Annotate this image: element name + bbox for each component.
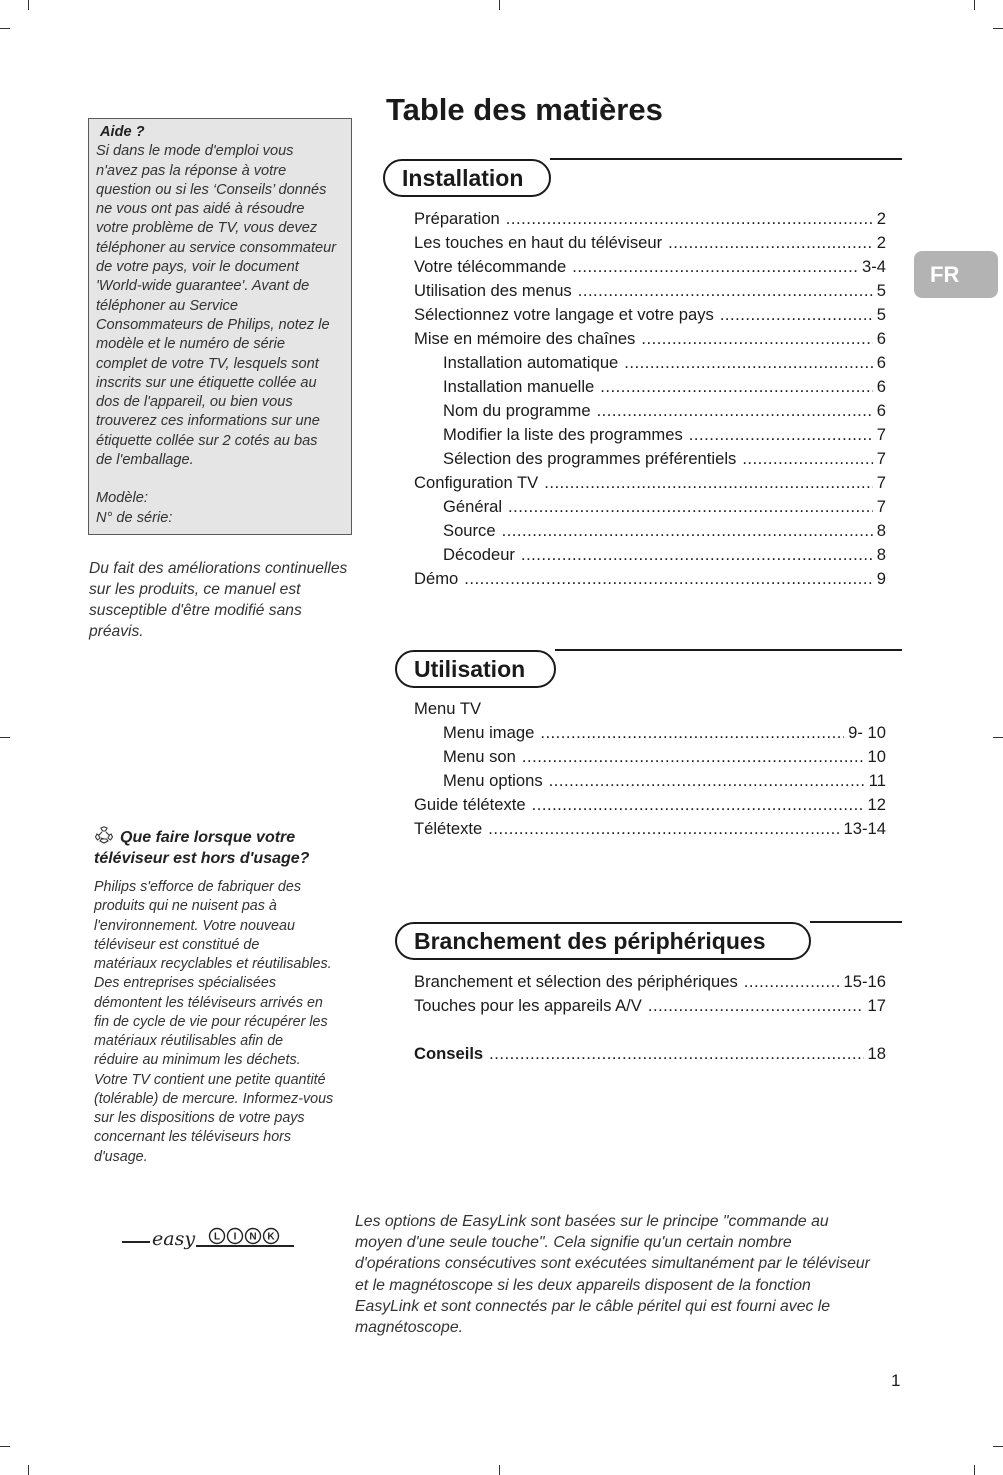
text-line: votre problème de TV, vous devez xyxy=(96,220,318,237)
crop-mark xyxy=(974,1465,975,1475)
crop-mark xyxy=(499,0,500,10)
toc-entry-label: Mise en mémoire des chaînes xyxy=(414,329,636,348)
toc-entry-page: 2 xyxy=(876,233,886,252)
toc-entry[interactable] xyxy=(414,567,886,591)
help-text xyxy=(96,142,345,470)
toc-entry[interactable] xyxy=(414,543,886,567)
toc-entry-page: 7 xyxy=(876,497,886,516)
toc-leader-dots xyxy=(521,543,873,567)
toc-leader-dots xyxy=(720,303,873,327)
toc-entry[interactable] xyxy=(414,994,886,1018)
toc-entry[interactable] xyxy=(414,255,886,279)
toc-entry-page: 17 xyxy=(867,996,886,1015)
text-line: n'avez pas la réponse à votre xyxy=(96,162,287,179)
toc-entry-label: Sélection des programmes préférentiels xyxy=(443,449,737,468)
toc-installation xyxy=(414,207,886,591)
toc-entry-label: Télétexte xyxy=(414,819,483,838)
text-line: magnétoscope. xyxy=(355,1319,464,1337)
text-line: Des entreprises spécialisées xyxy=(94,975,276,992)
text-line: Votre TV contient une petite quantité xyxy=(94,1071,326,1088)
toc-entry-label: Préparation xyxy=(414,209,500,228)
toc-leader-dots xyxy=(522,745,864,769)
toc-entry-label: Guide télétexte xyxy=(414,795,526,814)
toc-entry[interactable] xyxy=(414,399,886,423)
toc-entry-page: 9- 10 xyxy=(848,723,886,742)
text-line: d'usage. xyxy=(94,1148,148,1165)
toc-entry-label: Menu options xyxy=(443,771,543,790)
help-heading: Aide ? xyxy=(100,124,145,140)
toc-entry[interactable] xyxy=(414,697,886,721)
text-line: téléviseur est constitué de xyxy=(94,936,260,953)
logo-letter: I xyxy=(233,1231,237,1243)
recycle-icon xyxy=(94,826,114,844)
toc-entry[interactable] xyxy=(414,721,886,745)
toc-entry-label: Modifier la liste des programmes xyxy=(443,425,683,444)
toc-entry-page: 7 xyxy=(876,449,886,468)
text-line: sur les produits, ce manuel est xyxy=(89,581,301,598)
text-line: 'World-wide guarantee'. Avant de xyxy=(96,278,310,295)
help-box xyxy=(88,118,352,535)
text-line: moyen d'une seule touche". Cela signifie qu'un certain nombre xyxy=(355,1234,792,1252)
update-notice xyxy=(89,558,359,642)
text-line: et le magnétoscope si les deux appareils disposent de la fonction xyxy=(355,1276,811,1294)
text-line: réduire au minimum les déchets. xyxy=(94,1052,301,1069)
toc-leader-dots xyxy=(488,817,839,841)
toc-leader-dots xyxy=(506,207,873,231)
toc-entry[interactable] xyxy=(414,279,886,303)
toc-entry-page: 15-16 xyxy=(843,972,886,991)
text-line: (tolérable) de mercure. Informez-vous xyxy=(94,1090,334,1107)
text-line: étiquette collée sur 2 cotés au bas xyxy=(96,432,318,449)
easylink-description xyxy=(355,1211,895,1338)
toc-leader-dots xyxy=(597,399,873,423)
toc-entry-label: Décodeur xyxy=(443,545,515,564)
crop-mark xyxy=(0,28,10,29)
serial-label: N° de série: xyxy=(96,509,173,526)
toc-entry-label: Les touches en haut du téléviseur xyxy=(414,233,663,252)
toc-entry[interactable] xyxy=(414,303,886,327)
toc-leader-dots xyxy=(668,231,873,255)
toc-entry-page: 6 xyxy=(876,401,886,420)
toc-entry-page: 6 xyxy=(876,353,886,372)
toc-entry-page: 13-14 xyxy=(843,819,886,838)
model-label: Modèle: xyxy=(96,490,148,507)
toc-entry-page: 3-4 xyxy=(862,257,886,276)
toc-entry[interactable] xyxy=(414,769,886,793)
toc-entry-page: 6 xyxy=(876,377,886,396)
page-number: 1 xyxy=(891,1371,901,1390)
recycle-heading xyxy=(94,826,354,869)
toc-entry-page: 11 xyxy=(868,771,886,790)
section-rule xyxy=(810,921,902,923)
logo-letter: K xyxy=(267,1231,275,1243)
crop-mark xyxy=(993,1446,1003,1447)
toc-leader-dots xyxy=(648,994,864,1018)
toc-leader-dots xyxy=(540,721,844,745)
toc-entry[interactable] xyxy=(414,327,886,351)
toc-entry-label: Général xyxy=(443,497,503,516)
toc-entry-page: 5 xyxy=(876,281,886,300)
toc-entry-label: Touches pour les appareils A/V xyxy=(414,996,642,1015)
toc-branchement xyxy=(414,970,886,1066)
toc-entry-label: Menu son xyxy=(443,747,516,766)
section-rule xyxy=(550,158,902,160)
toc-leader-dots xyxy=(578,279,873,303)
toc-entry-page: 12 xyxy=(867,795,886,814)
toc-entry[interactable] xyxy=(414,1042,886,1066)
logo-letter: L xyxy=(213,1231,221,1243)
text-line: fin de cycle de vie pour récupérer les xyxy=(94,1013,328,1030)
logo-letter: N xyxy=(249,1231,257,1243)
text-line: Philips s'efforce de fabriquer des xyxy=(94,879,301,895)
text-line: Consommateurs de Philips, notez le xyxy=(96,316,330,333)
text-line: inscrits sur une étiquette collée au xyxy=(96,374,317,391)
text-line: démontent les téléviseurs arrivés en xyxy=(94,994,323,1011)
toc-entry-label: Démo xyxy=(414,569,459,588)
toc-leader-dots xyxy=(544,471,873,495)
toc-entry[interactable] xyxy=(414,519,886,543)
toc-entry-page: 9 xyxy=(876,569,886,588)
toc-entry-label: Menu TV xyxy=(414,699,482,718)
toc-entry-label: Sélectionnez votre langage et votre pays xyxy=(414,305,714,324)
section-heading-utilisation: Utilisation xyxy=(395,650,556,688)
toc-leader-dots xyxy=(464,567,873,591)
toc-entry[interactable] xyxy=(414,375,886,399)
crop-mark xyxy=(993,28,1003,29)
toc-utilisation xyxy=(414,697,886,841)
page-title: Table des matières xyxy=(386,92,663,127)
toc-leader-dots xyxy=(532,793,864,817)
text-line: téléphoner au service consommateur xyxy=(96,239,337,256)
toc-entry[interactable] xyxy=(414,495,886,519)
toc-leader-dots xyxy=(489,1042,863,1066)
toc-entry[interactable] xyxy=(414,970,886,994)
crop-mark xyxy=(499,1465,500,1475)
text-line: matériaux recyclables et réutilisables. xyxy=(94,956,332,972)
toc-entry[interactable] xyxy=(414,351,886,375)
text-line: question ou si les ‘Conseils’ donnés xyxy=(96,181,327,198)
toc-leader-dots xyxy=(502,519,873,543)
toc-entry-page: 2 xyxy=(876,209,886,228)
text-line: de votre pays, voir le document xyxy=(96,259,299,276)
toc-entry-page: 7 xyxy=(876,425,886,444)
easylink-script: easy xyxy=(152,1228,196,1250)
text-line: Les options de EasyLink sont basées sur le principe "commande au xyxy=(355,1213,829,1230)
toc-entry-label: Votre télécommande xyxy=(414,257,567,276)
toc-leader-dots xyxy=(600,375,872,399)
text-line: matériaux réutilisables afin de xyxy=(94,1033,284,1049)
toc-leader-dots xyxy=(624,351,872,375)
text-line: de l'emballage. xyxy=(96,452,194,469)
toc-entry-page: 8 xyxy=(876,545,886,564)
section-heading-branchement: Branchement des périphériques xyxy=(395,922,811,960)
toc-entry-label: Nom du programme xyxy=(443,401,591,420)
toc-entry-label: Menu image xyxy=(443,723,535,742)
toc-entry-label: Source xyxy=(443,521,496,540)
toc-leader-dots xyxy=(572,255,858,279)
toc-entry[interactable] xyxy=(414,817,886,841)
text-line: trouverez ces informations sur une xyxy=(96,413,320,430)
crop-mark xyxy=(0,737,10,738)
toc-entry[interactable] xyxy=(414,231,886,255)
text-line: susceptible d'être modifié sans xyxy=(89,602,302,619)
toc-entry-page: 10 xyxy=(867,747,886,766)
recycle-text xyxy=(94,878,352,1167)
toc-entry[interactable] xyxy=(414,471,886,495)
text-line: sur les dispositions de votre pays xyxy=(94,1110,305,1126)
toc-entry[interactable] xyxy=(414,447,886,471)
toc-entry[interactable] xyxy=(414,793,886,817)
recycle-heading-line1: Que faire lorsque votre xyxy=(120,829,296,846)
toc-entry-page: 6 xyxy=(876,329,886,348)
toc-entry[interactable] xyxy=(414,207,886,231)
toc-entry[interactable] xyxy=(414,745,886,769)
recycle-heading-line2: téléviseur est hors d'usage? xyxy=(94,850,310,867)
text-line: l'environnement. Votre nouveau xyxy=(94,917,295,934)
crop-mark xyxy=(993,737,1003,738)
text-line: d'opérations consécutives sont exécutées simultanément par le téléviseur xyxy=(355,1255,870,1273)
crop-mark xyxy=(28,1465,29,1475)
toc-entry-page: 5 xyxy=(876,305,886,324)
language-tab: FR xyxy=(914,251,998,298)
toc-leader-dots xyxy=(689,423,873,447)
easylink-logo xyxy=(118,1222,298,1263)
toc-leader-dots xyxy=(641,327,872,351)
text-line: complet de votre TV, lesquels sont xyxy=(96,355,319,372)
toc-entry-page: 7 xyxy=(876,473,886,492)
toc-leader-dots xyxy=(744,970,840,994)
toc-entry xyxy=(414,1018,886,1042)
text-line: dos de l'appareil, ou bien vous xyxy=(96,394,293,411)
toc-entry-label: Utilisation des menus xyxy=(414,281,572,300)
toc-entry-label: Branchement et sélection des périphériques xyxy=(414,972,738,991)
text-line: produits qui ne nuisent pas à xyxy=(94,898,277,915)
crop-mark xyxy=(28,0,29,10)
toc-entry[interactable] xyxy=(414,423,886,447)
toc-leader-dots xyxy=(549,769,865,793)
text-line: Si dans le mode d'emploi vous xyxy=(96,143,294,160)
toc-entry-label: Configuration TV xyxy=(414,473,539,492)
toc-entry-page: 18 xyxy=(867,1044,886,1063)
toc-leader-dots xyxy=(508,495,873,519)
section-rule xyxy=(555,649,902,651)
text-line: modèle et le numéro de série xyxy=(96,336,286,353)
crop-mark xyxy=(0,1446,10,1447)
toc-entry-label: Installation manuelle xyxy=(443,377,595,396)
section-heading-installation: Installation xyxy=(383,159,551,197)
text-line: préavis. xyxy=(89,623,144,640)
toc-entry-label: Conseils xyxy=(414,1044,484,1063)
text-line: concernant les téléviseurs hors xyxy=(94,1129,292,1146)
toc-leader-dots xyxy=(742,447,872,471)
text-line: ne vous ont pas aidé à résoudre xyxy=(96,201,305,218)
toc-entry-label: Installation automatique xyxy=(443,353,619,372)
crop-mark xyxy=(974,0,975,10)
text-line: téléphoner au Service xyxy=(96,297,238,314)
text-line: EasyLink et sont connectés par le câble péritel qui est fourni avec le xyxy=(355,1297,831,1315)
toc-entry-page: 8 xyxy=(876,521,886,540)
text-line: Du fait des améliorations continuelles xyxy=(89,560,348,577)
